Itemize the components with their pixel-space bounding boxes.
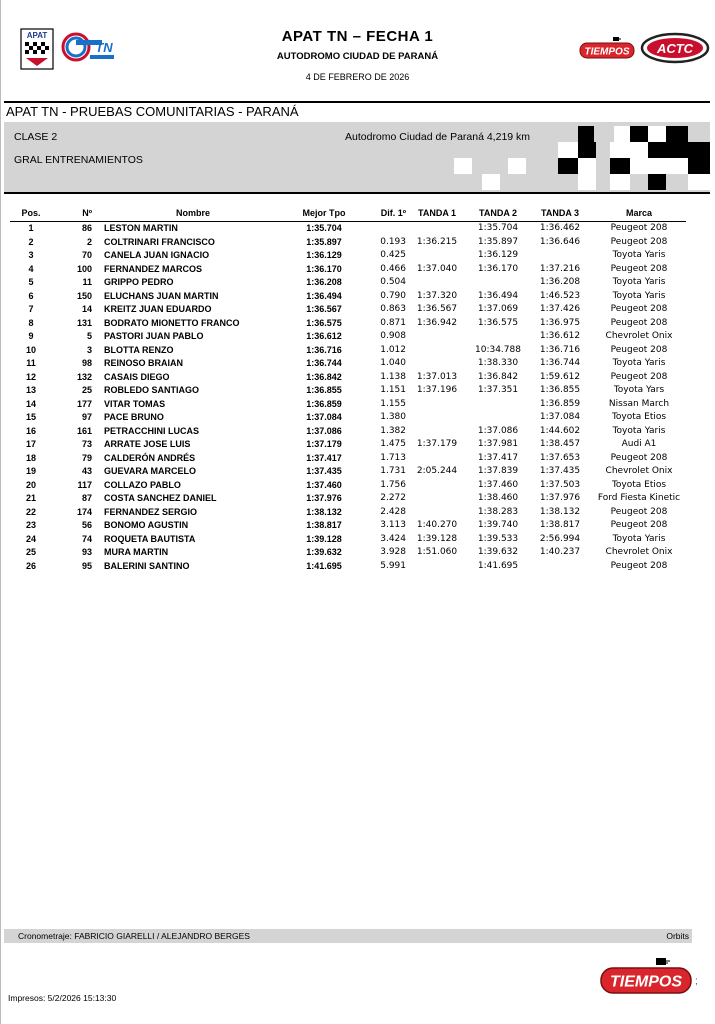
car-number-cell: 98 [81, 358, 92, 368]
tanda2-cell: 1:39.533 [477, 533, 519, 544]
gap-cell: 0.466 [380, 263, 406, 274]
car-number-cell: 25 [81, 385, 92, 395]
table-row [10, 290, 686, 304]
best-time-cell: 1:36.716 [306, 344, 342, 355]
driver-name-cell: BLOTTA RENZO [104, 344, 174, 355]
table-row [10, 465, 686, 479]
make-cell: Toyota Yaris [612, 290, 666, 301]
tanda2-cell: 1:37.351 [477, 385, 519, 395]
pos-cell: 23 [25, 520, 36, 530]
gap-cell: 1.012 [380, 344, 406, 355]
table-row [10, 425, 686, 439]
session-label: GRAL ENTRENAMIENTOS [14, 154, 143, 166]
table-row [10, 398, 686, 412]
pos-cell: 24 [25, 533, 36, 544]
tanda2-cell: 10:34.788 [475, 344, 521, 355]
make-cell: Peugeot 208 [610, 560, 668, 571]
best-time-cell: 1:36.170 [306, 263, 342, 274]
driver-name-cell: CANELA JUAN IGNACIO [104, 250, 210, 260]
driver-name-cell: COSTA SANCHEZ DANIEL [104, 493, 217, 503]
tanda2-cell: 1:37.086 [477, 425, 519, 436]
tanda2-cell: 1:36.575 [477, 317, 519, 328]
tanda3-cell: 1:38.457 [539, 439, 581, 449]
make-cell: Chevrolet Onix [605, 331, 673, 341]
gap-cell: 1.475 [380, 439, 406, 449]
col-header-tanda2: TANDA 2 [468, 205, 528, 222]
car-number-cell: 97 [81, 412, 92, 422]
gap-cell: 1.380 [380, 412, 406, 422]
best-time-cell: 1:35.704 [306, 223, 342, 233]
gap-cell: 2.272 [380, 493, 406, 503]
driver-name-cell: COLTRINARI FRANCISCO [104, 236, 215, 247]
results-body [10, 222, 686, 574]
col-header-tanda1: TANDA 1 [406, 205, 468, 222]
tanda3-cell: 1:38.132 [539, 506, 581, 517]
table-row [10, 411, 686, 425]
car-number-cell: 3 [86, 344, 92, 355]
car-number-cell: 79 [81, 452, 92, 463]
tanda1-cell [406, 560, 468, 574]
tanda3-cell: 2:56.994 [539, 533, 581, 544]
pos-cell: 13 [25, 385, 36, 395]
tanda1-cell: 1:40.270 [416, 520, 458, 530]
actc-logo-text: ACTC [656, 41, 694, 56]
tanda3-cell: 1:36.744 [539, 358, 581, 368]
tanda2-cell: 1:37.460 [477, 479, 519, 490]
tanda2-cell: 1:41.695 [477, 560, 519, 571]
tanda1-cell [406, 479, 468, 493]
driver-name-cell: ROQUETA BAUTISTA [104, 533, 196, 544]
gap-cell: 1.040 [380, 358, 406, 368]
best-time-cell: 1:36.494 [306, 290, 342, 301]
car-number-cell: 131 [76, 317, 92, 328]
best-time-cell: 1:37.084 [306, 412, 342, 422]
pos-cell: 2 [28, 236, 34, 247]
table-row [10, 317, 686, 331]
make-cell: Toyota Etios [611, 412, 667, 422]
table-row [10, 533, 686, 547]
circuit-label: Autodromo Ciudad de Paraná 4,219 km [345, 131, 531, 143]
pos-cell: 22 [25, 506, 36, 517]
pos-cell: 17 [25, 439, 36, 449]
tanda3-cell: 1:36.975 [539, 317, 581, 328]
best-time-cell: 1:37.976 [306, 493, 342, 503]
table-row [10, 560, 686, 574]
table-row [10, 330, 686, 344]
tanda3-cell: 1:37.435 [539, 466, 581, 476]
tanda2-cell: 1:38.330 [477, 358, 519, 368]
tanda1-cell: 1:36.567 [416, 304, 458, 314]
tanda1-cell: 1:36.215 [416, 236, 458, 247]
best-time-cell: 1:41.695 [306, 560, 342, 571]
driver-name-cell: MURA MARTIN [104, 547, 169, 557]
best-time-cell: 1:36.129 [306, 250, 342, 260]
table-row [10, 303, 686, 317]
page-title: APAT TN – FECHA 1 [281, 28, 434, 45]
driver-name-cell: GRIPPO PEDRO [104, 277, 174, 287]
gap-cell: 1.382 [380, 425, 406, 436]
make-cell: Peugeot 208 [610, 304, 668, 314]
make-cell: Toyota Yaris [612, 358, 666, 368]
event-date: 4 DE FEBRERO DE 2026 [305, 72, 410, 82]
gap-cell: 1.713 [380, 452, 406, 463]
col-header-dif: Dif. 1º [366, 205, 406, 222]
car-number-cell: 70 [81, 250, 92, 260]
pos-cell: 16 [25, 425, 36, 436]
tanda1-cell [406, 492, 468, 506]
car-number-cell: 100 [76, 263, 92, 274]
pos-cell: 6 [28, 290, 34, 301]
table-row [10, 479, 686, 493]
tanda3-cell [528, 560, 592, 574]
pos-cell: 19 [25, 466, 36, 476]
pos-cell: 1 [28, 223, 34, 233]
tanda3-cell: 1:37.976 [539, 493, 581, 503]
best-time-cell: 1:38.132 [306, 506, 342, 517]
driver-name-cell: ARRATE JOSE LUIS [104, 439, 191, 449]
pos-cell: 18 [25, 452, 36, 463]
tiempos-logo-text: TIEMPOS [584, 46, 630, 58]
tanda2-cell [468, 330, 528, 344]
driver-name-cell: ELUCHANS JUAN MARTIN [104, 290, 219, 301]
tanda3-cell: 1:36.646 [539, 236, 581, 247]
table-row [10, 519, 686, 533]
tanda3-cell [528, 249, 592, 263]
gap-cell: 0.790 [380, 290, 406, 301]
tanda2-cell: 1:38.283 [477, 506, 519, 517]
pos-cell: 21 [25, 493, 36, 503]
tanda3-cell: 1:59.612 [539, 371, 581, 382]
driver-name-cell: CASAIS DIEGO [104, 371, 170, 382]
tanda3-cell: 1:37.216 [539, 263, 581, 274]
make-cell: Toyota Yars [613, 385, 665, 395]
car-number-cell: 14 [81, 304, 92, 314]
car-number-cell: 43 [81, 466, 92, 476]
col-header-num: Nº [52, 205, 104, 222]
tanda3-cell: 1:38.817 [539, 520, 581, 530]
tanda1-cell: 1:36.942 [416, 317, 458, 328]
pos-cell: 26 [25, 560, 36, 571]
make-cell: Peugeot 208 [610, 263, 668, 274]
pos-cell: 14 [25, 398, 36, 409]
tanda3-cell: 1:37.426 [539, 304, 581, 314]
gap-cell: 0.193 [380, 236, 406, 247]
table-header-row [10, 205, 686, 222]
gap-cell: 0.425 [380, 250, 406, 260]
make-cell: Peugeot 208 [610, 520, 668, 530]
pos-cell: 20 [25, 479, 36, 490]
car-number-cell: 74 [81, 533, 92, 544]
best-time-cell: 1:36.567 [306, 304, 342, 314]
gap-cell: 3.424 [380, 533, 406, 544]
best-time-cell: 1:39.632 [306, 547, 342, 557]
col-header-tanda3: TANDA 3 [528, 205, 592, 222]
tanda2-cell: 1:39.632 [477, 547, 519, 557]
footer-mark: ; [695, 976, 698, 987]
make-cell: Peugeot 208 [610, 223, 668, 233]
car-number-cell: 2 [86, 236, 92, 247]
driver-name-cell: PASTORI JUAN PABLO [104, 331, 204, 341]
col-header-marca: Marca [592, 205, 686, 222]
tanda3-cell: 1:46.523 [539, 290, 581, 301]
driver-name-cell: ROBLEDO SANTIAGO [104, 385, 200, 395]
driver-name-cell: COLLAZO PABLO [104, 479, 181, 490]
make-cell: Chevrolet Onix [605, 547, 673, 557]
header-rule [4, 101, 710, 103]
gap-cell: 1.151 [380, 385, 406, 395]
tanda1-cell [406, 330, 468, 344]
best-time-cell: 1:37.435 [306, 466, 342, 476]
pos-cell: 5 [28, 277, 34, 287]
gap-cell: 5.991 [380, 560, 406, 571]
driver-name-cell: BODRATO MIONETTO FRANCO [104, 317, 240, 328]
tanda1-cell [406, 425, 468, 439]
make-cell: Peugeot 208 [610, 317, 668, 328]
driver-name-cell: LESTON MARTIN [104, 223, 178, 233]
driver-name-cell: GUEVARA MARCELO [104, 466, 196, 476]
driver-name-cell: PACE BRUNO [104, 412, 164, 422]
make-cell: Audi A1 [621, 439, 657, 449]
tanda3-cell: 1:36.612 [539, 331, 581, 341]
pos-cell: 7 [28, 304, 34, 314]
table-row [10, 371, 686, 385]
tanda2-cell: 1:37.417 [477, 452, 519, 463]
car-number-cell: 132 [76, 371, 92, 382]
tanda1-cell: 1:37.179 [416, 439, 458, 449]
checkered-flag-graphic [446, 124, 710, 192]
tanda1-cell: 1:37.013 [416, 371, 458, 382]
tanda2-cell: 1:38.460 [477, 493, 519, 503]
best-time-cell: 1:35.897 [306, 236, 342, 247]
tanda1-cell: 2:05.244 [416, 466, 458, 476]
tanda3-cell: 1:37.503 [539, 479, 581, 490]
tanda1-cell [406, 398, 468, 412]
tanda1-cell [406, 249, 468, 263]
car-number-cell: 5 [86, 331, 92, 341]
table-row [10, 222, 686, 236]
timing-provider: Orbits [666, 931, 689, 941]
table-row [10, 506, 686, 520]
tanda1-cell: 1:39.128 [416, 533, 458, 544]
tanda2-cell: 1:37.981 [477, 439, 519, 449]
make-cell: Peugeot 208 [610, 371, 668, 382]
info-band-rule [4, 192, 710, 194]
tiempos-logo [579, 36, 635, 60]
pos-cell: 9 [28, 331, 34, 341]
tanda1-cell [406, 452, 468, 466]
driver-name-cell: VITAR TOMAS [104, 398, 166, 409]
table-row [10, 438, 686, 452]
make-cell: Toyota Yaris [612, 250, 666, 260]
make-cell: Toyota Yaris [612, 277, 666, 287]
driver-name-cell: BONOMO AGUSTIN [104, 520, 189, 530]
tanda1-cell: 1:37.320 [416, 290, 458, 301]
table-row [10, 546, 686, 560]
tanda1-cell: 1:37.196 [416, 385, 458, 395]
driver-name-cell: KREITZ JUAN EDUARDO [104, 304, 212, 314]
make-cell: Ford Fiesta Kinetic [597, 493, 681, 503]
gap-cell: 0.504 [380, 277, 406, 287]
col-header-name: Nombre [104, 205, 282, 222]
best-time-cell: 1:36.859 [306, 398, 342, 409]
best-time-cell: 1:36.575 [306, 317, 342, 328]
driver-name-cell: FERNANDEZ SERGIO [104, 506, 198, 517]
gap-cell: 2.428 [380, 506, 406, 517]
car-number-cell: 93 [81, 547, 92, 557]
car-number-cell: 95 [81, 560, 92, 571]
pos-cell: 3 [28, 250, 34, 260]
tanda3-cell: 1:37.653 [539, 452, 581, 463]
tanda3-cell: 1:36.716 [539, 344, 581, 355]
timing-credits: Cronometraje: FABRICIO GIARELLI / ALEJANDRO BERGES [18, 931, 250, 941]
best-time-cell: 1:36.208 [306, 277, 342, 287]
gap-cell: 0.871 [380, 317, 406, 328]
tanda2-cell: 1:36.170 [477, 263, 519, 274]
event-title: APAT TN - PRUEBAS COMUNITARIAS - PARANÁ [6, 104, 299, 119]
tanda1-cell [406, 344, 468, 358]
tanda3-cell: 1:36.208 [539, 277, 581, 287]
gap-cell [366, 222, 406, 236]
gap-cell: 1.155 [380, 398, 406, 409]
driver-name-cell: PETRACCHINI LUCAS [104, 425, 200, 436]
tanda2-cell [468, 411, 528, 425]
printed-timestamp: Impresos: 5/2/2026 15:13:30 [8, 993, 117, 1003]
tanda2-cell [468, 398, 528, 412]
car-number-cell: 174 [76, 506, 92, 517]
gap-cell: 0.863 [380, 304, 406, 314]
car-number-cell: 56 [81, 520, 92, 530]
tanda2-cell: 1:39.740 [477, 520, 519, 530]
table-row [10, 263, 686, 277]
tanda2-cell: 1:37.069 [477, 304, 519, 314]
tanda1-cell [406, 411, 468, 425]
class-label: CLASE 2 [14, 131, 58, 143]
tanda1-cell [406, 222, 468, 236]
pos-cell: 11 [26, 358, 36, 368]
car-number-cell: 117 [77, 479, 92, 490]
gap-cell: 1.138 [380, 371, 406, 382]
best-time-cell: 1:36.855 [306, 385, 342, 395]
driver-name-cell: REINOSO BRAIAN [104, 358, 184, 368]
table-row [10, 384, 686, 398]
col-header-pos: Pos. [10, 205, 52, 222]
make-cell: Peugeot 208 [610, 506, 668, 517]
tiempos-footer-logo-text: TIEMPOS [609, 973, 683, 991]
gap-cell: 1.731 [380, 466, 406, 476]
car-number-cell: 11 [82, 277, 92, 287]
best-time-cell: 1:37.460 [306, 479, 342, 490]
tanda2-cell: 1:37.839 [477, 466, 519, 476]
gap-cell: 3.113 [380, 520, 406, 530]
col-header-best: Mejor Tpo [282, 205, 366, 222]
table-row [10, 249, 686, 263]
apat-logo-text: APAT [26, 31, 48, 40]
best-time-cell: 1:37.417 [306, 452, 342, 463]
car-number-cell: 87 [81, 493, 92, 503]
gap-cell: 3.928 [380, 547, 406, 557]
gap-cell: 0.908 [380, 331, 406, 341]
tanda2-cell: 1:35.897 [477, 236, 519, 247]
tanda2-cell: 1:36.494 [477, 290, 519, 301]
make-cell: Peugeot 208 [610, 236, 668, 247]
pos-cell: 25 [25, 547, 36, 557]
make-cell: Chevrolet Onix [605, 466, 673, 476]
table-row [10, 236, 686, 250]
tanda2-cell [468, 276, 528, 290]
car-number-cell: 86 [81, 223, 92, 233]
actc-logo [640, 32, 710, 64]
tanda3-cell: 1:36.859 [539, 398, 581, 409]
tanda2-cell: 1:36.129 [477, 250, 519, 260]
tanda3-cell: 1:44.602 [539, 425, 581, 436]
driver-name-cell: BALERINI SANTINO [104, 560, 190, 571]
pos-cell: 15 [25, 412, 36, 422]
results-table [10, 205, 686, 573]
car-number-cell: 177 [76, 398, 92, 409]
tanda3-cell: 1:36.855 [539, 385, 581, 395]
best-time-cell: 1:36.842 [306, 371, 342, 382]
table-row [10, 492, 686, 506]
table-row [10, 344, 686, 358]
best-time-cell: 1:36.612 [306, 331, 342, 341]
best-time-cell: 1:38.817 [306, 520, 342, 530]
tanda1-cell [406, 276, 468, 290]
table-row [10, 357, 686, 371]
car-number-cell: 150 [76, 290, 92, 301]
tiempos-footer-logo [600, 957, 692, 995]
car-number-cell: 161 [76, 425, 92, 436]
tanda1-cell: 1:51.060 [416, 547, 458, 557]
tanda1-cell [406, 357, 468, 371]
tanda2-cell: 1:35.704 [477, 223, 519, 233]
page-subtitle: AUTODROMO CIUDAD DE PARANÁ [276, 51, 439, 62]
pos-cell: 4 [28, 263, 34, 274]
make-cell: Nissan March [608, 398, 670, 409]
tanda3-cell: 1:40.237 [539, 547, 581, 557]
best-time-cell: 1:36.744 [306, 358, 342, 368]
best-time-cell: 1:37.179 [306, 439, 342, 449]
pos-cell: 12 [25, 371, 36, 382]
best-time-cell: 1:39.128 [306, 533, 342, 544]
make-cell: Toyota Etios [611, 479, 667, 490]
driver-name-cell: CALDERÓN ANDRÉS [104, 452, 196, 463]
best-time-cell: 1:37.086 [306, 425, 342, 436]
make-cell: Toyota Yaris [612, 533, 666, 544]
gap-cell: 1.756 [380, 479, 406, 490]
table-row [10, 276, 686, 290]
make-cell: Toyota Yaris [612, 425, 666, 436]
table-row [10, 452, 686, 466]
car-number-cell: 73 [81, 439, 92, 449]
tanda1-cell [406, 506, 468, 520]
tanda2-cell: 1:36.842 [477, 371, 519, 382]
tanda3-cell: 1:37.084 [539, 412, 581, 422]
tanda1-cell: 1:37.040 [416, 263, 458, 274]
tn-logo-text: TN [95, 40, 113, 55]
make-cell: Peugeot 208 [610, 344, 668, 355]
tanda3-cell: 1:36.462 [539, 223, 581, 233]
pos-cell: 10 [25, 344, 36, 355]
pos-cell: 8 [28, 317, 34, 328]
make-cell: Peugeot 208 [610, 452, 668, 463]
driver-name-cell: FERNANDEZ MARCOS [104, 263, 202, 274]
